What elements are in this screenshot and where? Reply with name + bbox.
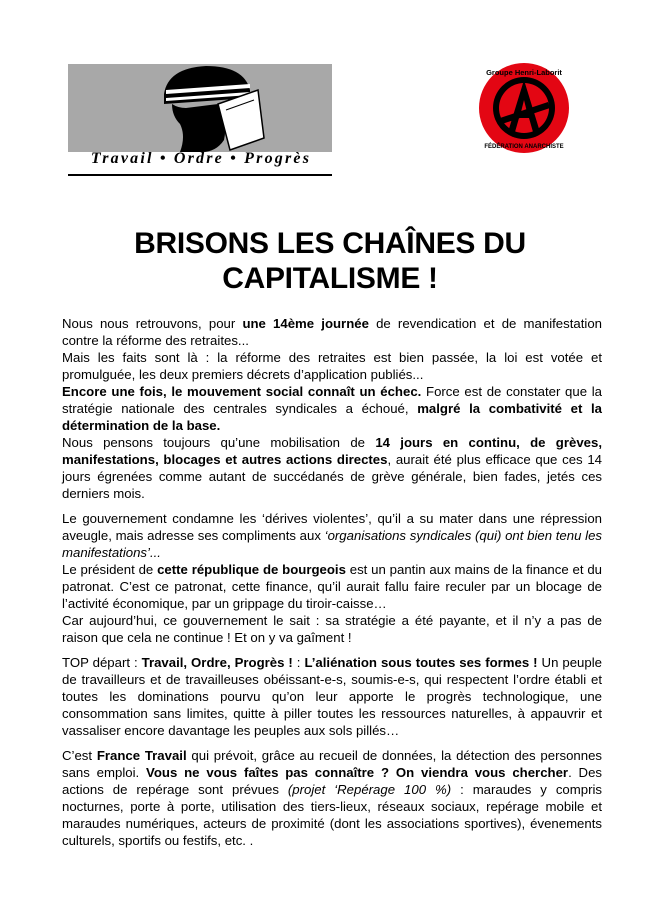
page-title [60, 226, 600, 296]
text-run: Le gouvernement condamne les ‘dérives violentes’, qu’il a su mater dans une répression aveugle, mais adresse ses compliments aux [62, 511, 602, 543]
text-run-italic: (projet ‘Repérage 100 %) [287, 782, 452, 797]
text-run-bold: malgré la combativité et la détermination de la base. [62, 401, 602, 433]
text-run-bold: cette république de bourgeois [157, 562, 346, 577]
paragraph-8 [62, 654, 602, 739]
header-banner-illustration [68, 64, 332, 152]
text-run: Nous pensons toujours qu’une mobilisation de [62, 435, 376, 450]
text-run: : [292, 655, 305, 670]
paragraph-7: Car aujourd’hui, ce gouvernement le sait : sa stratégie a été payante, et il n’y a pas de raison que cela ne continue ! Et on y va gaîment ! [62, 613, 602, 645]
text-run-italic: ‘organisations syndicales (qui) ont bien tenu les manifestations’... [62, 528, 602, 560]
text-run: Le président de [62, 562, 158, 577]
text-run: Force est de constater que la stratégie nationale des centrales syndicales a échoué, [62, 384, 603, 416]
paragraph-2: Mais les faits sont là : la réforme des retraites est bien passée, la loi est votée et promulguée, les deux premiers décrets d’application publiés... [62, 350, 602, 382]
text-run-bold: une 14ème journée [242, 316, 369, 331]
text-run: Nous nous retrouvons, pour [62, 316, 243, 331]
text-run: C’est [62, 748, 97, 763]
text-run: , aurait été plus efficace que ces 14 jours égrenées comme autant de succédanés de grève générale, bien fades, jetés ces derniers mois. [62, 452, 602, 501]
text-run: : maraudes y compris nocturnes, porte à porte, utilisation des tiers-lieux, réseaux sociaux, repérage mobile et maraudes numériques, acteurs de proximité (dont les associations sportives), évenements culturels, sportifs ou festifs, etc. . [62, 782, 603, 848]
text-run: de revendication et de manifestation contre la réforme des retraites... [62, 316, 602, 348]
text-run: . Des actions de repérage sont prévues [62, 765, 603, 797]
text-run: TOP départ : [62, 655, 142, 670]
title-line-1: BRISONS LES CHAÎNES DU [134, 227, 526, 260]
text-run-bold: France Travail [96, 748, 187, 763]
text-run: Un peuple de travailleurs et de travailleuses obéissant-e-s, soumis-e-s, qui respectent l’ordre établi et toutes les dominations pourvu qu’on leur apporte le progrès technologique, une consommation sans limites, quitte à piller toutes les ressources naturelles, à appauvrir et vassaliser encore davantage les peuples aux sols pillés… [62, 655, 602, 738]
text-run-bold: Travail, Ordre, Progrès ! [141, 655, 293, 670]
title-line-2: CAPITALISME ! [222, 262, 438, 295]
article-body [62, 315, 602, 849]
paragraph-4 [62, 434, 602, 502]
text-run: est un pantin aux mains de la finance et du patronat. C’est ce patronat, cette finance, qu’il aurait fallu faire reculer par un blocage de l’activité économique, par un grippage du tiroir-caisse… [62, 562, 602, 611]
paragraph-5 [62, 510, 602, 561]
text-run-bold: Encore une fois, le mouvement social connaît un échec. [62, 384, 422, 399]
svg-text:Groupe Henri-Laborit: Groupe Henri-Laborit [486, 68, 562, 77]
motto-text: Travail • Ordre • Progrès [90, 150, 312, 167]
text-run: qui prévoit, grâce au recueil de données, la détection des personnes sans emploi. [62, 748, 603, 780]
motto-underline [68, 174, 332, 176]
federation-anarchiste-logo [478, 62, 570, 154]
text-run-bold: Vous ne vous faîtes pas connaître ? On viendra vous chercher [146, 765, 569, 780]
text-run-bold: L’aliénation sous toutes ses formes ! [304, 655, 538, 670]
paragraph-9 [62, 747, 602, 849]
paragraph-1 [62, 315, 602, 349]
text-run-bold: 14 jours en continu, de grèves, manifestations, blocages et autres actions directes [62, 435, 602, 467]
svg-text:FÉDÉRATION ANARCHISTE: FÉDÉRATION ANARCHISTE [484, 144, 564, 150]
helmet-figure-illustration [68, 64, 332, 152]
paragraph-3 [62, 383, 602, 434]
paragraph-6 [62, 561, 602, 612]
